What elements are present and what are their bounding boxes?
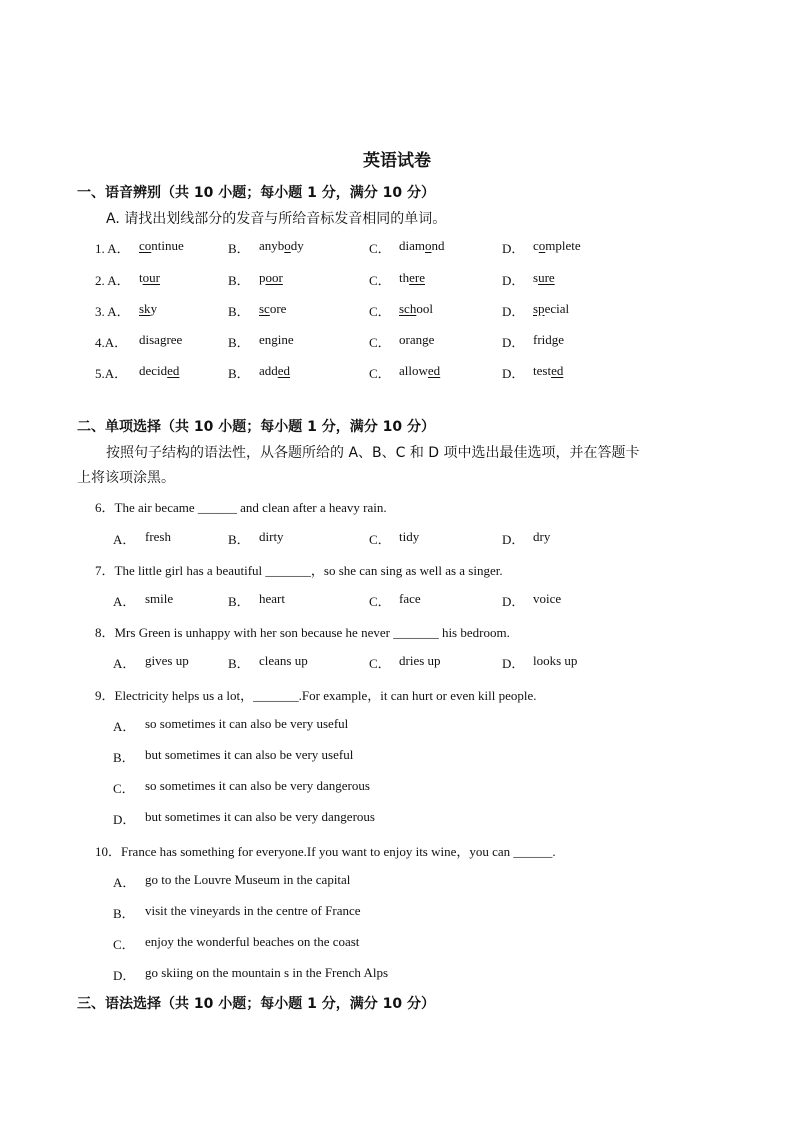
underlined-part: o bbox=[284, 238, 291, 253]
option-letter: B． bbox=[228, 304, 250, 319]
question-10-option-c bbox=[113, 934, 360, 953]
option-letter: B． bbox=[113, 906, 135, 921]
word-part: allow bbox=[399, 363, 428, 378]
section3-heading: 三、语法选择（共 10 小题；每小题 1 分，满分 10 分） bbox=[77, 996, 435, 1012]
word-part: dy bbox=[290, 238, 304, 253]
option-word bbox=[259, 363, 290, 379]
question-number: 2. A． bbox=[95, 273, 130, 288]
underlined-part: oor bbox=[265, 270, 283, 285]
option-letter: C． bbox=[113, 781, 135, 796]
option-word bbox=[139, 332, 182, 348]
option-text: heart bbox=[259, 591, 285, 606]
word-part: mplete bbox=[545, 238, 581, 253]
underlined-part: ed bbox=[427, 363, 441, 378]
section1-heading: 一、语音辨别（共 10 小题；每小题 1 分，满分 10 分） bbox=[77, 185, 435, 201]
option-text: go to the Louvre Museum in the capital bbox=[145, 872, 351, 887]
option-letter: C． bbox=[369, 532, 391, 547]
question-10-option-b bbox=[113, 903, 361, 922]
word-part: t bbox=[139, 270, 143, 285]
question-8-options bbox=[0, 653, 794, 671]
phonetic-row bbox=[0, 363, 794, 381]
option-text: but sometimes it can also be very dangerous bbox=[145, 809, 375, 824]
question-6-stem: 6．The air became ______ and clean after a heavy rain. bbox=[95, 500, 387, 515]
option-letter: C． bbox=[369, 335, 391, 350]
option-word bbox=[139, 301, 157, 317]
word-part: nd bbox=[431, 238, 445, 253]
option-word bbox=[399, 332, 434, 348]
underlined-part: ure bbox=[538, 270, 555, 285]
option-letter: D． bbox=[113, 968, 136, 983]
option-word bbox=[533, 332, 564, 348]
option-letter: A． bbox=[113, 656, 136, 671]
option-word bbox=[259, 332, 294, 348]
option-text: dries up bbox=[399, 653, 441, 668]
option-text: so sometimes it can also be very dangerous bbox=[145, 778, 370, 793]
option-letter: D． bbox=[113, 812, 136, 827]
word-part: add bbox=[259, 363, 278, 378]
option-word bbox=[259, 270, 283, 286]
option-letter: B． bbox=[228, 273, 250, 288]
option-letter: D． bbox=[502, 241, 525, 256]
option-text: go skiing on the mountain s in the French Alps bbox=[145, 965, 389, 980]
option-word bbox=[259, 301, 286, 317]
option-word bbox=[259, 238, 304, 254]
question-7-stem: 7．The little girl has a beautiful _______，so she can sing as well as a singer. bbox=[95, 563, 503, 578]
option-letter: A． bbox=[113, 532, 136, 547]
question-9-option-b bbox=[113, 747, 354, 766]
word-part: p bbox=[259, 270, 266, 285]
option-letter: B． bbox=[228, 532, 250, 547]
option-letter: B． bbox=[228, 594, 250, 609]
underlined-part: sk bbox=[139, 301, 151, 316]
option-text: tidy bbox=[399, 529, 420, 544]
option-letter: B． bbox=[228, 366, 250, 381]
option-letter: C． bbox=[369, 241, 391, 256]
option-letter: C． bbox=[369, 273, 391, 288]
word-part: fridge bbox=[533, 332, 565, 347]
option-letter: B． bbox=[228, 335, 250, 350]
underlined-part: o bbox=[538, 238, 546, 253]
option-word bbox=[533, 238, 581, 254]
option-letter: D． bbox=[502, 304, 525, 319]
question-6-options bbox=[0, 529, 794, 547]
option-word bbox=[139, 238, 184, 254]
option-text: so sometimes it can also be very useful bbox=[145, 716, 349, 731]
option-text: face bbox=[399, 591, 421, 606]
question-8-stem: 8．Mrs Green is unhappy with her son because he never _______ his bedroom. bbox=[95, 625, 510, 640]
question-7-options bbox=[0, 591, 794, 609]
option-letter: D． bbox=[502, 594, 525, 609]
option-letter: D． bbox=[502, 656, 525, 671]
underlined-part: ed bbox=[551, 363, 564, 378]
option-word bbox=[533, 270, 555, 286]
underlined-part: our bbox=[142, 270, 160, 285]
phonetic-row bbox=[0, 238, 794, 256]
option-text: enjoy the wonderful beaches on the coast bbox=[145, 934, 360, 949]
question-9-option-a bbox=[113, 716, 349, 735]
word-part: orange bbox=[399, 332, 435, 347]
option-word bbox=[139, 363, 179, 379]
option-word bbox=[399, 301, 433, 317]
word-part: ool bbox=[416, 301, 433, 316]
option-letter: C． bbox=[113, 937, 135, 952]
option-text: voice bbox=[533, 591, 562, 606]
word-part: diam bbox=[399, 238, 425, 253]
option-letter: D． bbox=[502, 335, 525, 350]
option-letter: D． bbox=[502, 273, 525, 288]
option-text: smile bbox=[145, 591, 174, 606]
question-9-option-d bbox=[113, 809, 375, 828]
option-text: dirty bbox=[259, 529, 284, 544]
underlined-part: o bbox=[425, 238, 432, 253]
option-letter: D． bbox=[502, 532, 525, 547]
section1-instruction: A. 请找出划线部分的发音与所给音标发音相同的单词。 bbox=[106, 211, 447, 227]
option-word bbox=[533, 363, 563, 379]
word-part: engine bbox=[259, 332, 294, 347]
option-word bbox=[399, 363, 440, 379]
question-10-stem: 10．France has something for everyone.If you want to enjoy its wine，you can ______. bbox=[95, 844, 556, 859]
option-letter: D． bbox=[502, 366, 525, 381]
word-part: ore bbox=[269, 301, 287, 316]
option-text: looks up bbox=[533, 653, 578, 668]
option-text: cleans up bbox=[259, 653, 308, 668]
option-text: but sometimes it can also be very useful bbox=[145, 747, 354, 762]
option-letter: C． bbox=[369, 594, 391, 609]
option-letter: B． bbox=[228, 241, 250, 256]
underlined-part: sch bbox=[399, 301, 417, 316]
option-text: gives up bbox=[145, 653, 189, 668]
phonetic-row bbox=[0, 332, 794, 350]
question-10-option-a bbox=[113, 872, 351, 891]
option-text: dry bbox=[533, 529, 551, 544]
question-number: 1. A． bbox=[95, 241, 130, 256]
word-part: c bbox=[533, 238, 539, 253]
question-9-stem: 9．Electricity helps us a lot，_______.For example，it can hurt or even kill people. bbox=[95, 688, 537, 703]
question-9-option-c bbox=[113, 778, 370, 797]
question-number: 4.A． bbox=[95, 335, 128, 350]
underlined-part: sp bbox=[533, 301, 545, 316]
underlined-part: ed bbox=[277, 363, 291, 378]
page-title: 英语试卷 bbox=[363, 151, 431, 171]
section2-heading: 二、单项选择（共 10 小题；每小题 1 分，满分 10 分） bbox=[77, 419, 435, 435]
underlined-part: sc bbox=[259, 301, 270, 316]
word-part: y bbox=[150, 301, 158, 316]
option-word bbox=[399, 238, 445, 254]
option-letter: A． bbox=[113, 719, 136, 734]
word-part: ecial bbox=[544, 301, 570, 316]
word-part: s bbox=[533, 270, 539, 285]
option-letter: C． bbox=[369, 656, 391, 671]
question-10-option-d bbox=[113, 965, 389, 984]
option-letter: B． bbox=[228, 656, 250, 671]
word-part: anyb bbox=[259, 238, 285, 253]
option-text: fresh bbox=[145, 529, 171, 544]
section2-instruction-line1: 按照句子结构的语法性，从各题所给的 A、B、C 和 D 项中选出最佳选项，并在答题卡 bbox=[106, 445, 640, 461]
option-word bbox=[139, 270, 160, 286]
option-text: visit the vineyards in the centre of France bbox=[145, 903, 361, 918]
option-word bbox=[533, 301, 569, 317]
word-part: th bbox=[399, 270, 410, 285]
option-letter: A． bbox=[113, 594, 136, 609]
underlined-part: co bbox=[139, 238, 152, 253]
option-letter: B． bbox=[113, 750, 135, 765]
section2-instruction-line2: 上将该项涂黑。 bbox=[77, 470, 175, 486]
option-letter: C． bbox=[369, 366, 391, 381]
word-part: test bbox=[533, 363, 552, 378]
word-part: decid bbox=[139, 363, 168, 378]
option-letter: C． bbox=[369, 304, 391, 319]
word-part: disagree bbox=[139, 332, 183, 347]
question-number: 3. A． bbox=[95, 304, 130, 319]
phonetic-row bbox=[0, 301, 794, 319]
option-letter: A． bbox=[113, 875, 136, 890]
word-part: ntinue bbox=[151, 238, 184, 253]
question-number: 5.A． bbox=[95, 366, 128, 381]
underlined-part: ed bbox=[167, 363, 180, 378]
option-word bbox=[399, 270, 425, 286]
underlined-part: ere bbox=[409, 270, 425, 285]
phonetic-row bbox=[0, 270, 794, 288]
